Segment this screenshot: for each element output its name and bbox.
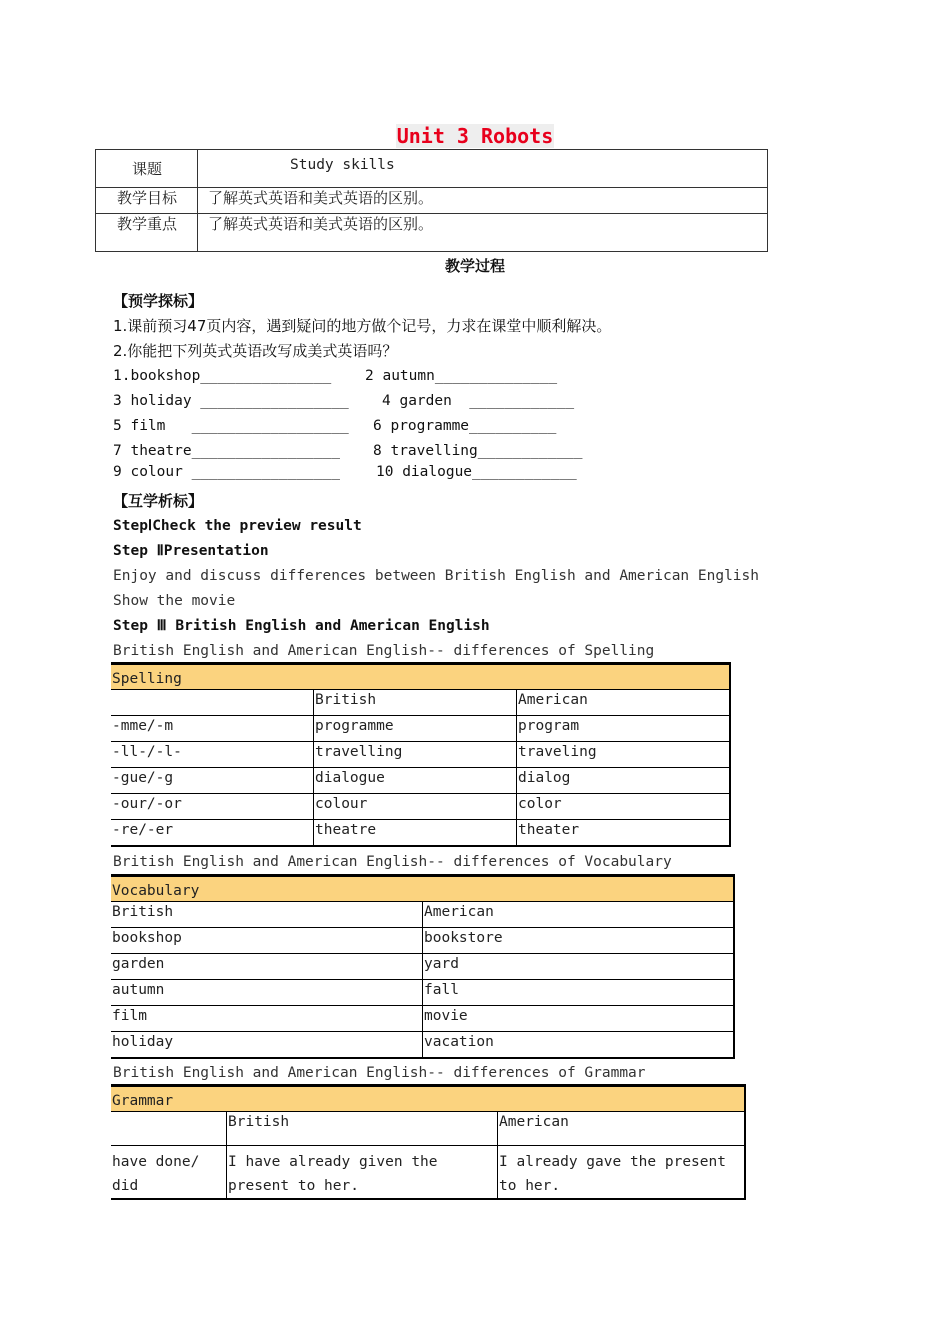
exercise-left-1: 1.bookshop_______________ (113, 368, 332, 384)
table-cell: I have already given the present to her. (227, 1146, 498, 1200)
table-cell: dialog (517, 768, 731, 794)
section-heading-preview: 【预学探标】 (113, 292, 204, 310)
grammar-table (111, 1084, 746, 1200)
table-cell: colour (314, 794, 517, 820)
table-column-header: British (314, 690, 517, 716)
table-cell: dialogue (314, 768, 517, 794)
exercise-right-2: 4 garden ____________ (382, 393, 575, 409)
table-column-header: American (423, 902, 735, 928)
table-cell: bookshop (111, 928, 423, 954)
spelling-caption: British English and American English-- differences of Spelling (113, 643, 655, 659)
section-heading-analysis: 【互学析标】 (113, 492, 204, 510)
step-3: Step Ⅲ British English and American English (113, 618, 490, 634)
exercise-right-4: 8 travelling____________ (373, 443, 583, 459)
step-2-text-1: Enjoy and discuss differences between British English and American English (113, 568, 760, 584)
table-cell: color (517, 794, 731, 820)
step-2: Step ⅡPresentation (113, 543, 269, 559)
table-cell: program (517, 716, 731, 742)
info-value-topic: Study skills (198, 150, 768, 188)
info-label-topic: 课题 (96, 150, 198, 188)
table-cell: bookstore (423, 928, 735, 954)
table-cell: -our/-or (111, 794, 314, 820)
info-label-goal: 教学目标 (96, 188, 198, 214)
exercise-left-5: 9 colour _________________ (113, 464, 340, 480)
spelling-table-header: Spelling (111, 664, 730, 690)
table-column-header: British (111, 902, 423, 928)
table-cell: theatre (314, 820, 517, 846)
process-heading: 教学过程 (444, 257, 505, 275)
table-cell: theater (517, 820, 731, 846)
table-cell: -re/-er (111, 820, 314, 846)
table-cell: -mme/-m (111, 716, 314, 742)
vocabulary-caption: British English and American English-- differences of Vocabulary (113, 854, 672, 870)
page-title: Unit 3 Robots (396, 124, 554, 148)
table-cell: holiday (111, 1032, 423, 1058)
table-column-header: American (517, 690, 731, 716)
spelling-table (111, 662, 731, 847)
info-value-focus: 了解英式英语和美式英语的区别。 (198, 214, 768, 252)
lesson-info-table (95, 149, 768, 252)
vocabulary-table-header: Vocabulary (111, 876, 734, 902)
table-cell: vacation (423, 1032, 735, 1058)
step-2-text-2: Show the movie (113, 593, 236, 609)
table-cell (111, 690, 314, 716)
table-cell: autumn (111, 980, 423, 1006)
exercise-left-4: 7 theatre_________________ (113, 443, 340, 459)
table-cell: film (111, 1006, 423, 1032)
table-cell: movie (423, 1006, 735, 1032)
task-2: 2.你能把下列英式英语改写成美式英语吗？ (113, 342, 398, 360)
table-column-header: British (227, 1112, 498, 1146)
info-label-focus: 教学重点 (96, 214, 198, 252)
table-cell: -gue/-g (111, 768, 314, 794)
grammar-table-header: Grammar (111, 1086, 745, 1112)
task-1: 1.课前预习47页内容，遇到疑问的地方做个记号，力求在课堂中顺利解决。 (113, 317, 612, 335)
exercise-left-3: 5 film __________________ (113, 418, 349, 434)
table-column-header: American (498, 1112, 746, 1146)
table-cell: travelling (314, 742, 517, 768)
step-1: StepⅠCheck the preview result (113, 518, 362, 534)
table-cell: traveling (517, 742, 731, 768)
exercise-left-2: 3 holiday _________________ (113, 393, 349, 409)
exercise-right-3: 6 programme__________ (373, 418, 557, 434)
info-value-goal: 了解英式英语和美式英语的区别。 (198, 188, 768, 214)
vocabulary-table (111, 874, 735, 1059)
table-cell (111, 1112, 227, 1146)
grammar-caption: British English and American English-- differences of Grammar (113, 1065, 646, 1081)
table-cell: fall (423, 980, 735, 1006)
table-cell: programme (314, 716, 517, 742)
table-cell: have done/ did (111, 1146, 227, 1200)
table-cell: garden (111, 954, 423, 980)
table-cell: yard (423, 954, 735, 980)
exercise-right-1: 2 autumn______________ (365, 368, 558, 384)
exercise-right-5: 10 dialogue____________ (376, 464, 577, 480)
table-cell: I already gave the present to her. (498, 1146, 746, 1200)
table-cell: -ll-/-l- (111, 742, 314, 768)
